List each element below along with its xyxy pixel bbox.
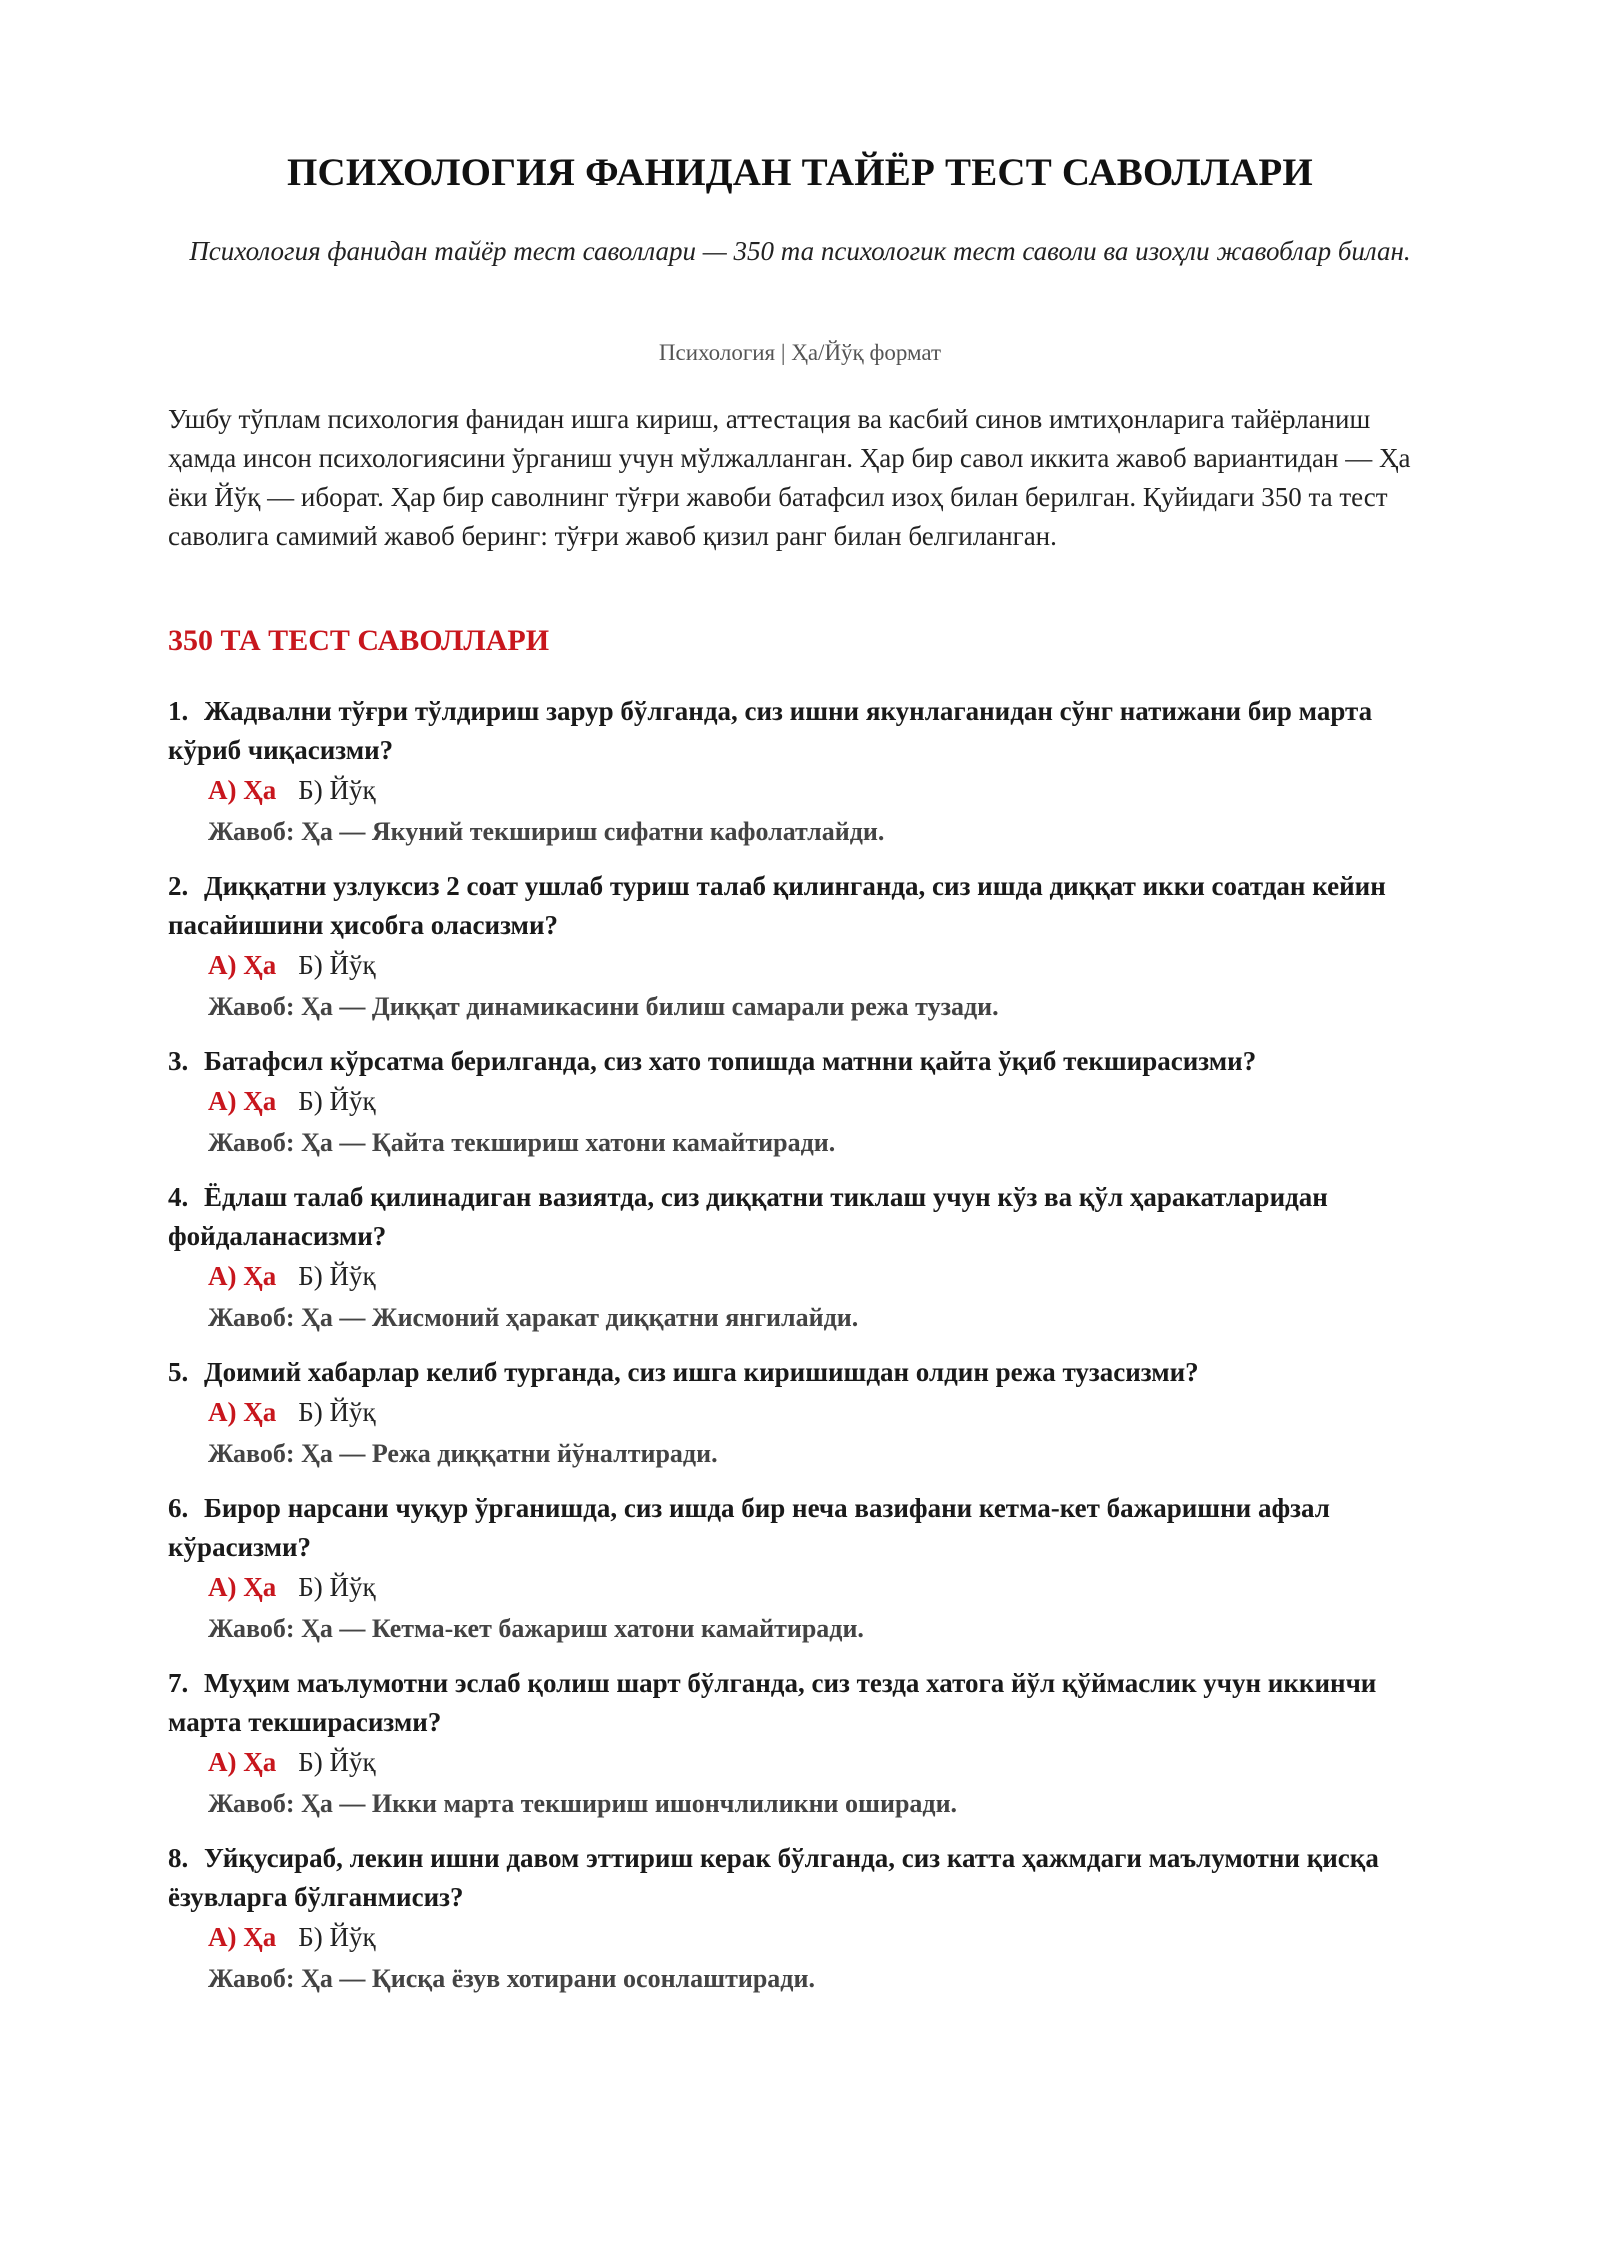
option-a: А) Ҳа (208, 1572, 277, 1602)
answer-options (168, 1081, 1448, 1121)
option-b: Б) Йўқ (298, 775, 376, 805)
question-text (168, 692, 1448, 770)
answer-explanation: Жавоб: Ҳа — Диққат динамикасини билиш самарали режа тузади. (208, 992, 999, 1021)
page-title: ПСИХОЛОГИЯ ФАНИДАН ТАЙЁР ТЕСТ САВОЛЛАРИ (287, 151, 1313, 194)
question-number: 8. (168, 1843, 189, 1873)
category-format-label: Психология | Ҳа/Йўқ формат (658, 340, 942, 365)
question-number: 7. (168, 1668, 189, 1698)
option-b: Б) Йўқ (298, 1086, 376, 1116)
question-body: Ёдлаш талаб қилинадиган вазиятда, сиз диққатни тиклаш учун кўз ва қўл ҳаракатларидан фойдаланасизми? (168, 1182, 1328, 1251)
question-item (168, 1178, 1448, 1340)
question-text (168, 1489, 1448, 1567)
question-number: 1. (168, 696, 189, 726)
answer-options (168, 1917, 1448, 1957)
answer-explanation: Жавоб: Ҳа — Режа диққатни йўналтиради. (208, 1439, 718, 1468)
question-text (168, 1353, 1448, 1392)
section-heading: 350 ТА ТЕСТ САВОЛЛАРИ (168, 624, 550, 657)
question-item (168, 1042, 1448, 1165)
option-b: Б) Йўқ (298, 1922, 376, 1952)
question-body: Муҳим маълумотни эслаб қолиш шарт бўлганда, сиз тезда хатога йўл қўймаслик учун иккинчи марта текширасизми? (168, 1668, 1377, 1737)
question-body: Батафсил кўрсатма берилганда, сиз хато топишда матнни қайта ўқиб текширасизми? (204, 1046, 1257, 1076)
question-list (168, 692, 1448, 2014)
option-a: А) Ҳа (208, 1086, 277, 1116)
answer-explanation: Жавоб: Ҳа — Жисмоний ҳаракат диққатни янгилайди. (208, 1303, 859, 1332)
question-item (168, 1839, 1448, 2001)
option-b: Б) Йўқ (298, 1261, 376, 1291)
answer-explanation: Жавоб: Ҳа — Қисқа ёзув хотирани осонлаштиради. (208, 1964, 815, 1993)
option-a: А) Ҳа (208, 950, 277, 980)
answer-options (168, 1567, 1448, 1607)
option-a: А) Ҳа (208, 775, 277, 805)
question-number: 6. (168, 1493, 189, 1523)
question-text (168, 867, 1448, 945)
question-number: 2. (168, 871, 189, 901)
option-a: А) Ҳа (208, 1261, 277, 1291)
question-text (168, 1178, 1448, 1256)
option-b: Б) Йўқ (298, 1572, 376, 1602)
question-item (168, 1353, 1448, 1476)
question-number: 5. (168, 1357, 189, 1387)
question-body: Жадвални тўғри тўлдириш зарур бўлганда, сиз ишни якунлаганидан сўнг натижани бир марта кўриб чиқасизми? (168, 696, 1373, 765)
option-b: Б) Йўқ (298, 1397, 376, 1427)
question-item (168, 1664, 1448, 1826)
answer-options (168, 770, 1448, 810)
option-a: А) Ҳа (208, 1397, 277, 1427)
option-b: Б) Йўқ (298, 1747, 376, 1777)
option-b: Б) Йўқ (298, 950, 376, 980)
answer-options (168, 945, 1448, 985)
page-subtitle: Психология фанидан тайёр тест саволлари — 350 та психологик тест саволи ва изоҳли жавоблар билан. (189, 236, 1411, 266)
answer-options (168, 1392, 1448, 1432)
question-item (168, 1489, 1448, 1651)
answer-options (168, 1742, 1448, 1782)
question-body: Диққатни узлуксиз 2 соат ушлаб туриш талаб қилинганда, сиз ишда диққат икки соатдан кейин пасайишини ҳисобга оласизми? (168, 871, 1386, 940)
intro-paragraph: Ушбу тўплам психология фанидан ишга кириш, аттестация ва касбий синов имтиҳонларига тайёрланиш ҳамда инсон психологиясини ўрганиш учун мўлжалланган. Ҳар бир савол иккита жавоб вариантидан — Ҳа ёки Йўқ — иборат. Ҳар бир саволнинг тўғри жавоби батафсил изоҳ билан берилган. Қуйидаги 350 та тест саволига самимий жавоб беринг: тўғри жавоб қизил ранг билан белгиланган. (168, 404, 1411, 551)
answer-explanation: Жавоб: Ҳа — Икки марта текшириш ишончлиликни оширади. (208, 1789, 958, 1818)
question-text (168, 1664, 1448, 1742)
question-text (168, 1839, 1448, 1917)
answer-explanation: Жавоб: Ҳа — Якуний текшириш сифатни кафолатлайди. (208, 817, 885, 846)
question-item (168, 867, 1448, 1029)
question-body: Доимий хабарлар келиб турганда, сиз ишга киришишдан олдин режа тузасизми? (204, 1357, 1199, 1387)
option-a: А) Ҳа (208, 1922, 277, 1952)
option-a: А) Ҳа (208, 1747, 277, 1777)
question-text (168, 1042, 1448, 1081)
question-body: Бирор нарсани чуқур ўрганишда, сиз ишда бир неча вазифани кетма-кет бажаришни афзал кўрасизми? (168, 1493, 1330, 1562)
question-body: Уйқусираб, лекин ишни давом эттириш керак бўлганда, сиз катта ҳажмдаги маълумотни қисқа ёзувларга бўлганмисиз? (168, 1843, 1379, 1912)
question-number: 3. (168, 1046, 189, 1076)
answer-options (168, 1256, 1448, 1296)
question-number: 4. (168, 1182, 189, 1212)
answer-explanation: Жавоб: Ҳа — Кетма-кет бажариш хатони камайтиради. (208, 1614, 864, 1643)
answer-explanation: Жавоб: Ҳа — Қайта текшириш хатони камайтиради. (208, 1128, 836, 1157)
question-item (168, 692, 1448, 854)
